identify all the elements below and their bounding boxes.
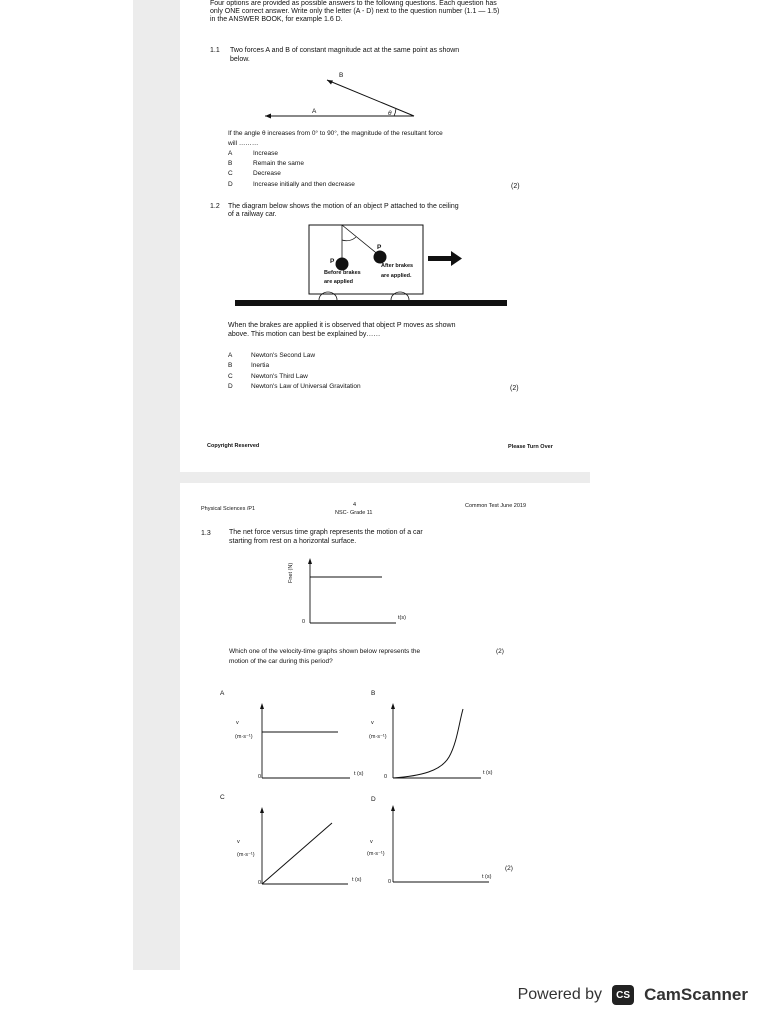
- label-force-b: B: [339, 72, 344, 79]
- option-text: Newton's Third Law: [251, 373, 308, 380]
- graph-a-unit: (m·s⁻¹): [235, 734, 253, 740]
- graph-b-exponential-velocity: [391, 703, 511, 783]
- label-theta: θ: [388, 110, 392, 117]
- label-after-brakes-1: After brakes: [381, 263, 414, 269]
- intro-line-1: Four options are provided as possible answers to the following questions. Each question has: [210, 0, 497, 7]
- graph-d-time-label: t (s): [482, 874, 492, 880]
- label-after-brakes-2: are applied.: [381, 273, 412, 279]
- option-d-letter: D: [371, 796, 376, 803]
- intro-line-3: in the ANSWER BOOK, for example 1.6 D.: [210, 16, 343, 23]
- option-text: Increase: [253, 150, 278, 157]
- option-text: Newton's Second Law: [251, 352, 316, 359]
- option-letter: B: [228, 362, 233, 369]
- q1-3-text-2: starting from rest on a horizontal surface.: [229, 538, 357, 545]
- label-before-brakes-1: Before brakes: [324, 270, 361, 276]
- q1-3-marks-bottom: (2): [505, 865, 513, 872]
- force-vector-diagram: [180, 70, 590, 130]
- fnet-origin: 0: [302, 619, 306, 625]
- copyright-label: Copyright Reserved: [207, 443, 260, 449]
- camscanner-logo-icon: CS: [612, 985, 634, 1005]
- label-force-a: A: [312, 108, 317, 115]
- option-b-letter: B: [371, 690, 376, 697]
- graph-c-unit: (m·s⁻¹): [237, 852, 255, 858]
- q1-3-text-1: The net force versus time graph represents the motion of a car: [229, 529, 423, 536]
- q1-2-text-2: of a railway car.: [228, 211, 277, 218]
- intro-line-2: only ONE correct answer. Write only the letter (A - D) next to the question number (1.1 — 1.5): [210, 8, 500, 15]
- graph-b-v-label: v: [371, 720, 374, 726]
- graph-a-origin: 0: [258, 774, 262, 780]
- option-text: Inertia: [251, 362, 270, 369]
- graph-d-zero-velocity: [391, 805, 511, 885]
- label-p-before: P: [330, 258, 335, 265]
- document-page-2: [180, 483, 590, 970]
- q1-1-question-2: will ………: [228, 140, 259, 147]
- option-letter: C: [228, 373, 233, 380]
- q1-2-marks: (2): [510, 385, 519, 392]
- option-text: Remain the same: [253, 160, 304, 167]
- fnet-time-label: t(s): [398, 615, 406, 621]
- header-page-number: 4: [353, 502, 357, 508]
- camscanner-watermark: [518, 985, 748, 1005]
- graph-d-v-label: v: [370, 839, 373, 845]
- q1-2-question-2: above. This motion can best be explained by……: [228, 331, 381, 338]
- document-page-1: [180, 0, 590, 472]
- header-test-name: Common Test June 2019: [465, 503, 527, 509]
- q1-3-question-2: motion of the car during this period?: [229, 658, 333, 665]
- graph-b-origin: 0: [384, 774, 388, 780]
- q1-2-text-1: The diagram below shows the motion of an object P attached to the ceiling: [228, 203, 459, 210]
- option-letter: A: [228, 352, 233, 359]
- fnet-axis-label: Fnet (N): [288, 562, 294, 583]
- q1-3-number: 1.3: [201, 530, 211, 537]
- q1-1-text-2: below.: [230, 56, 250, 63]
- option-letter: D: [228, 181, 233, 188]
- option-a-letter: A: [220, 690, 225, 697]
- header-subject: Physical Sciences /P1: [201, 506, 256, 512]
- option-text: Decrease: [253, 170, 281, 177]
- graph-c-origin: 0: [258, 880, 262, 886]
- graph-b-unit: (m·s⁻¹): [369, 734, 387, 740]
- camscanner-brand: CamScanner: [644, 985, 748, 1004]
- powered-by-label: Powered by: [517, 986, 603, 1003]
- label-before-brakes-2: are applied: [324, 279, 354, 285]
- option-letter: C: [228, 170, 233, 177]
- graph-a-v-label: v: [236, 720, 239, 726]
- q1-3-marks-top: (2): [496, 648, 504, 655]
- option-letter: D: [228, 383, 233, 390]
- option-c-letter: C: [220, 794, 225, 801]
- option-text: Increase initially and then decrease: [253, 181, 355, 188]
- option-letter: A: [228, 150, 233, 157]
- graph-d-unit: (m·s⁻¹): [367, 851, 385, 857]
- q1-2-question-1: When the brakes are applied it is observed that object P moves as shown: [228, 322, 456, 329]
- graph-b-time-label: t (s): [483, 770, 493, 776]
- please-turn-over: Please Turn Over: [508, 444, 553, 450]
- q1-2-number: 1.2: [210, 203, 220, 210]
- q1-1-number: 1.1: [210, 47, 220, 54]
- graph-d-origin: 0: [388, 879, 392, 885]
- label-p-after: P: [377, 244, 382, 251]
- graph-c-v-label: v: [237, 839, 240, 845]
- header-grade: NSC- Grade 11: [335, 510, 373, 516]
- q1-1-marks: (2): [511, 183, 520, 190]
- q1-3-question-1: Which one of the velocity-time graphs shown below represents the: [229, 648, 421, 655]
- option-letter: B: [228, 160, 233, 167]
- q1-1-text-1: Two forces A and B of constant magnitude act at the same point as shown: [230, 47, 460, 54]
- graph-c-time-label: t (s): [352, 877, 362, 883]
- graph-a-time-label: t (s): [354, 771, 364, 777]
- q1-1-question-1: If the angle θ increases from 0° to 90°, the magnitude of the resultant force: [228, 130, 443, 137]
- graph-c-uniform-acceleration: [260, 807, 380, 887]
- option-text: Newton's Law of Universal Gravitation: [251, 383, 361, 390]
